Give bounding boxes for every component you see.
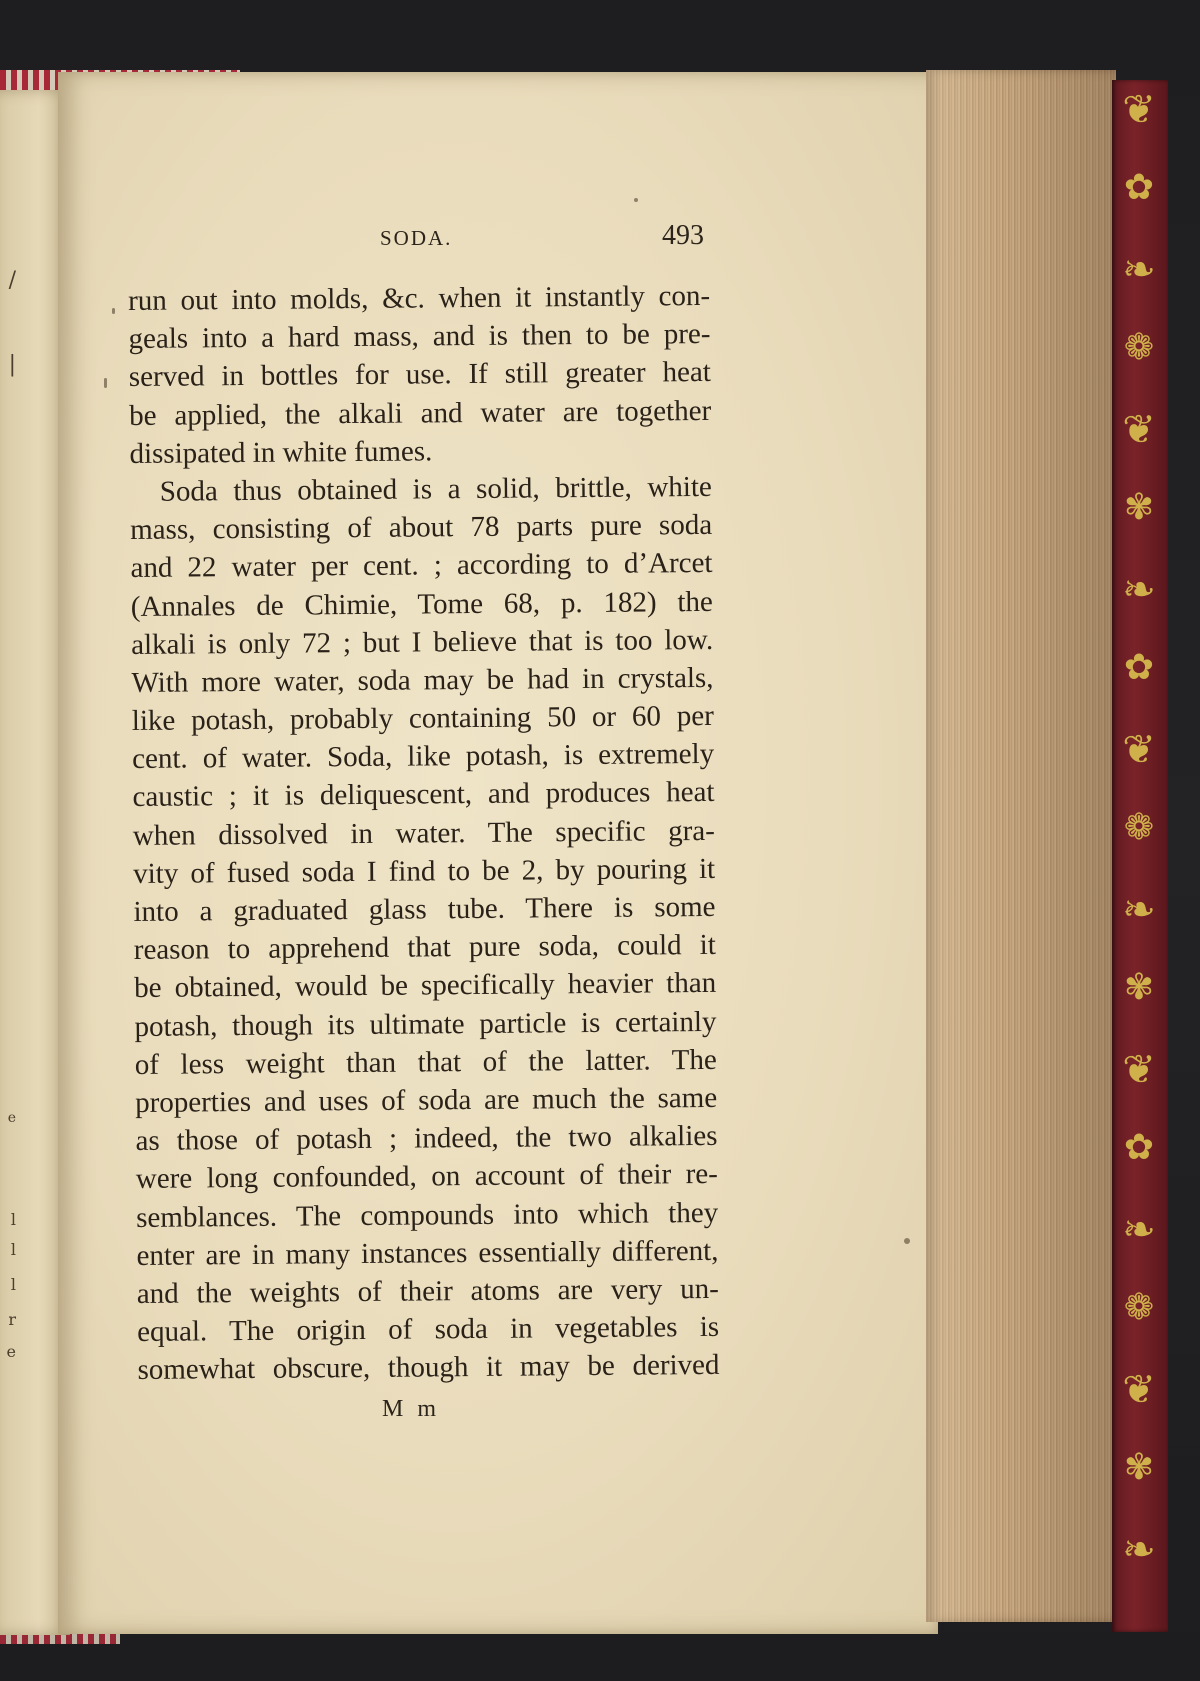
text-line: Soda thus obtained is a solid, brittle, white	[159, 470, 712, 508]
facing-mark: l	[10, 1240, 16, 1259]
signature-mark: M m	[382, 1396, 441, 1422]
text-line: when dissolved in water. The specific gra-	[132, 814, 715, 852]
text-line: caustic ; it is deliquescent, and produces heat	[132, 776, 715, 814]
text-line: vity of fused soda I find to be 2, by pouring it	[133, 852, 716, 890]
text-line: of less weight than that of the latter. The	[134, 1043, 717, 1081]
gilt-ornament-icon: ✾	[1123, 487, 1155, 528]
running-head-title: SODA.	[380, 226, 453, 250]
gilt-ornament-icon: ❁	[1123, 807, 1155, 848]
gilt-ornament-icon: ❧	[1122, 1207, 1156, 1253]
text-line: and 22 water per cent. ; according to d’Arcet	[130, 547, 713, 585]
facing-mark: /	[8, 268, 16, 293]
gilt-ornament-icon: ❦	[1122, 87, 1156, 133]
page-block-edges	[926, 70, 1116, 1622]
gilt-ornament-icon: ❧	[1122, 1527, 1156, 1573]
gilt-ornament-icon: ❧	[1122, 567, 1156, 613]
text-line: alkali is only 72 ; but I believe that is too low.	[131, 623, 714, 661]
gilt-ornament-icon: ❧	[1122, 887, 1156, 933]
text-line: cent. of water. Soda, like potash, is extremely	[132, 738, 715, 776]
facing-mark: |	[8, 352, 16, 377]
text-line: properties and uses of soda are much the same	[135, 1081, 718, 1119]
text-line: served in bottles for use. If still greater heat	[128, 356, 711, 394]
gilt-ornament-icon: ❦	[1122, 1047, 1156, 1093]
text-line: enter are in many instances essentially different,	[136, 1234, 719, 1272]
page-number: 493	[662, 220, 704, 251]
text-line: mass, consisting of about 78 parts pure soda	[130, 509, 713, 547]
facing-mark: r	[8, 1310, 16, 1329]
gilt-ornament-icon: ✾	[1123, 967, 1155, 1008]
text-line: reason to apprehend that pure soda, could it	[133, 929, 716, 967]
text-line: like potash, probably containing 50 or 60 per	[131, 699, 714, 738]
text-line: potash, though its ultimate particle is certainly	[134, 1005, 717, 1043]
text-line: be obtained, would be specifically heavier than	[134, 967, 717, 1005]
text-line: semblances. The compounds into which they	[136, 1196, 719, 1234]
facing-mark: e	[6, 1342, 16, 1361]
text-line: were long confounded, on account of their re-	[135, 1158, 718, 1196]
text-line: run out into molds, &c. when it instantly con-	[128, 279, 711, 317]
gilt-ornament-icon: ✾	[1123, 1447, 1155, 1488]
facing-mark: e	[7, 1110, 16, 1126]
facing-page-letters	[0, 90, 22, 1635]
gilt-ornament-icon: ❁	[1123, 327, 1155, 368]
body-text	[128, 277, 720, 1389]
text-line: geals into a hard mass, and is then to be pre-	[128, 318, 711, 356]
text-line: With more water, soda may be had in crystals,	[131, 661, 714, 699]
paper-speck	[112, 308, 115, 314]
text-line: into a graduated glass tube. There is some	[133, 890, 716, 928]
gilt-ornament-icon: ❦	[1122, 727, 1156, 773]
text-line: (Annales de Chimie, Tome 68, p. 182) the	[130, 585, 713, 623]
facing-mark: l	[10, 1210, 16, 1229]
gilt-spine	[1112, 80, 1168, 1632]
gilt-ornament-icon: ❧	[1122, 247, 1156, 293]
text-line: somewhat obscure, though it may be derived	[137, 1349, 720, 1387]
facing-mark: l	[10, 1275, 16, 1294]
gilt-ornament-icon: ✿	[1123, 647, 1155, 688]
running-head	[0, 220, 1200, 266]
paper-speck	[104, 378, 107, 388]
gilt-ornament-icon: ✿	[1123, 1127, 1155, 1168]
text-line: dissipated in white fumes.	[129, 435, 433, 470]
text-line: be applied, the alkali and water are together	[129, 394, 712, 432]
text-line: and the weights of their atoms are very un-	[136, 1272, 719, 1310]
text-line: equal. The origin of soda in vegetables is	[137, 1310, 720, 1349]
text-line: as those of potash ; indeed, the two alkalies	[135, 1120, 718, 1158]
gilt-ornament-icon: ❁	[1123, 1287, 1155, 1328]
paper-speck	[904, 1238, 910, 1244]
paper-speck	[634, 198, 638, 202]
gilt-ornament-icon: ✿	[1123, 167, 1155, 208]
gilt-ornament-icon: ❦	[1122, 407, 1156, 453]
gilt-ornament-icon: ❦	[1122, 1367, 1156, 1413]
